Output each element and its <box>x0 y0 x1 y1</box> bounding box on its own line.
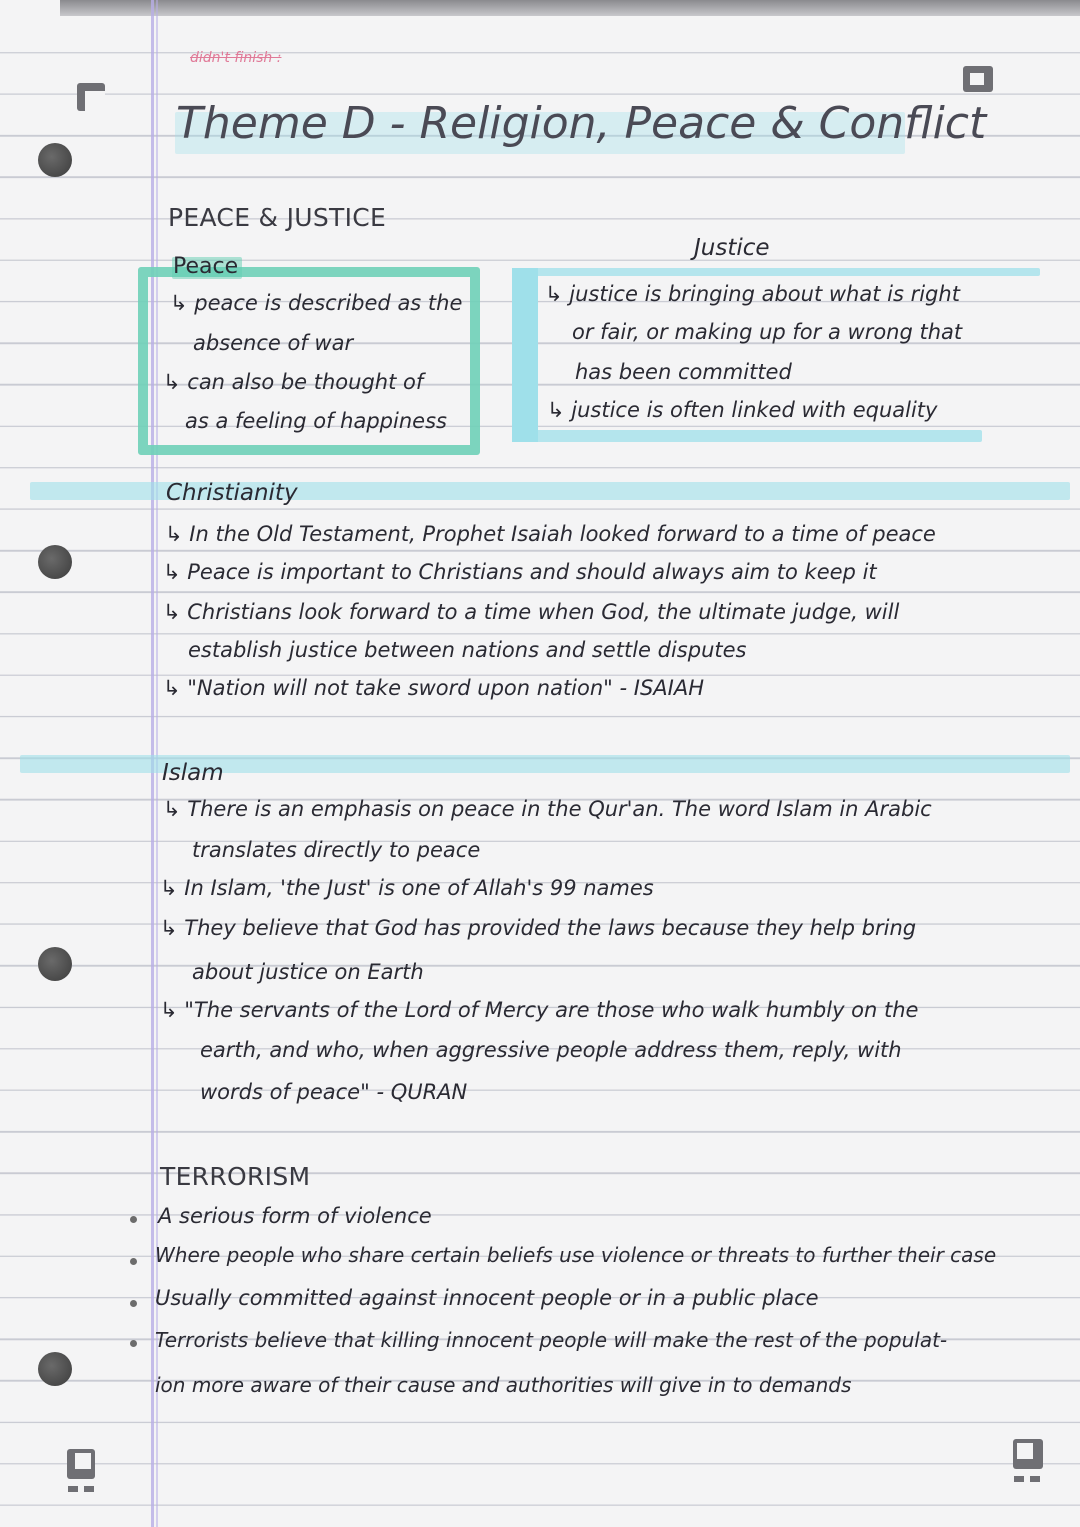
punch-hole-1 <box>38 143 72 177</box>
islam-line-5: about justice on Earth <box>192 960 424 984</box>
christianity-line-4: establish justice between nations and settle disputes <box>188 638 747 662</box>
peace-line-4: as a feeling of happiness <box>185 409 447 433</box>
justice-line-4: ↳ justice is often linked with equality <box>547 398 938 422</box>
islam-line-1: ↳ There is an emphasis on peace in the Qur'an. The word Islam in Arabic <box>163 797 932 821</box>
corner-bracket-icon <box>76 82 106 112</box>
christianity-line-3: ↳ Christians look forward to a time when God, the ultimate judge, will <box>163 600 900 624</box>
bullet-dot <box>130 1258 137 1265</box>
corner-bracket-icon-right <box>962 65 994 93</box>
justice-box-top-bar <box>512 268 1040 276</box>
terrorism-line-1: A serious form of violence <box>158 1204 432 1228</box>
justice-line-2: or fair, or making up for a wrong that <box>572 320 963 344</box>
islam-line-2: translates directly to peace <box>192 838 481 862</box>
bullet-dot <box>130 1216 137 1223</box>
terrorism-line-5: ion more aware of their cause and authorities will give in to demands <box>155 1373 852 1397</box>
christianity-line-1: ↳ In the Old Testament, Prophet Isaiah looked forward to a time of peace <box>165 522 936 546</box>
page-top-edge <box>60 0 1080 16</box>
islam-heading: Islam <box>162 760 224 786</box>
corner-bracket-icon-bottom-right <box>1012 1438 1044 1486</box>
justice-label: Justice <box>694 235 770 261</box>
bullet-dot <box>130 1340 137 1347</box>
bullet-dot <box>130 1300 137 1307</box>
punch-hole-2 <box>38 545 72 579</box>
christianity-line-5: ↳ "Nation will not take sword upon nation" - ISAIAH <box>163 676 704 700</box>
islam-line-3: ↳ In Islam, 'the Just' is one of Allah's 99 names <box>160 876 654 900</box>
christianity-heading: Christianity <box>166 480 298 506</box>
terrorism-heading: TERRORISM <box>160 1162 311 1191</box>
terrorism-line-2: Where people who share certain beliefs use violence or threats to further their case <box>155 1243 997 1267</box>
corner-bracket-icon-bottom-left <box>66 1448 96 1496</box>
page-title: Theme D - Religion, Peace & Conflict <box>176 98 987 149</box>
peace-label: Peace <box>173 254 239 279</box>
terrorism-line-4: Terrorists believe that killing innocent people will make the rest of the populat- <box>155 1328 948 1352</box>
islam-line-7: earth, and who, when aggressive people address them, reply, with <box>200 1038 902 1062</box>
islam-line-4: ↳ They believe that God has provided the laws because they help bring <box>160 916 917 940</box>
section-heading-peace-justice: PEACE & JUSTICE <box>168 203 387 232</box>
justice-line-1: ↳ justice is bringing about what is right <box>545 282 960 306</box>
islam-line-6: ↳ "The servants of the Lord of Mercy are those who walk humbly on the <box>160 998 919 1022</box>
struck-note: didn't finish : <box>190 50 282 66</box>
punch-hole-3 <box>38 947 72 981</box>
justice-line-3: has been committed <box>575 360 792 384</box>
islam-line-8: words of peace" - QURAN <box>200 1080 468 1104</box>
justice-box-bottom-bar <box>512 430 982 442</box>
peace-line-1: ↳ peace is described as the <box>170 291 463 315</box>
christianity-line-2: ↳ Peace is important to Christians and should always aim to keep it <box>163 560 877 584</box>
terrorism-line-3: Usually committed against innocent people or in a public place <box>155 1286 819 1310</box>
peace-line-3: ↳ can also be thought of <box>163 370 424 394</box>
justice-box-left-bar <box>512 268 538 442</box>
peace-line-2: absence of war <box>193 331 354 355</box>
punch-hole-4 <box>38 1352 72 1386</box>
